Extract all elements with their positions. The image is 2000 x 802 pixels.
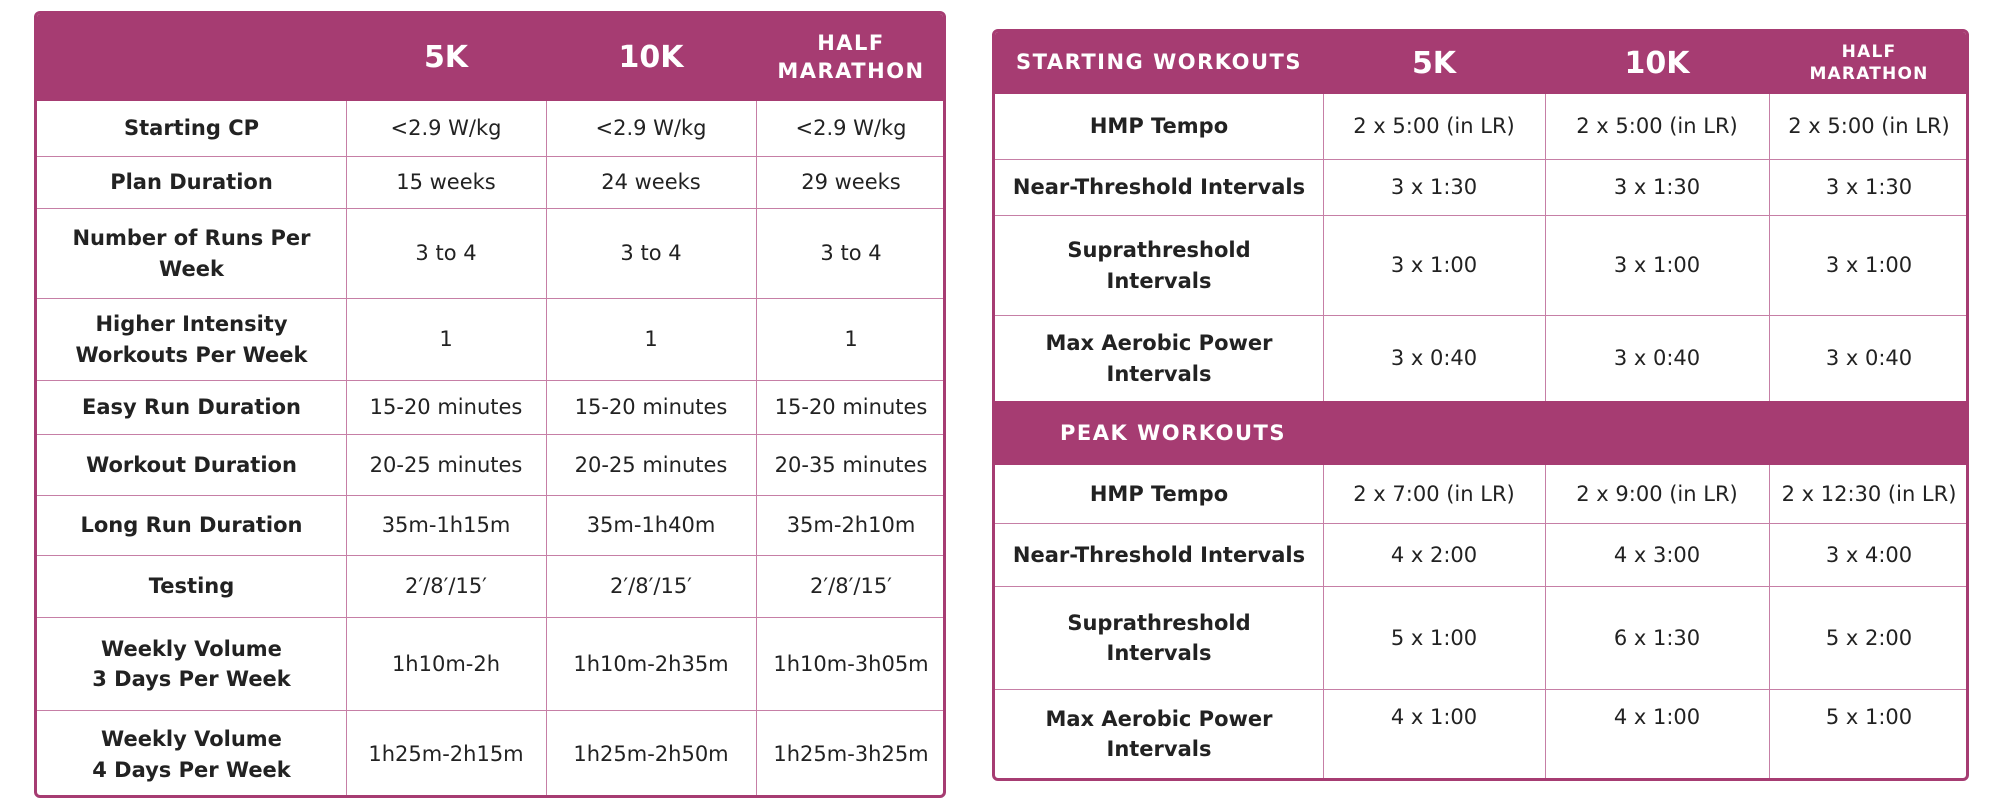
- row-label-line1: Max Aerobic Power: [1045, 331, 1273, 356]
- cell-half-marathon: 3 x 1:00: [1825, 253, 1913, 278]
- row-label: [995, 690, 1323, 778]
- table-row: [995, 160, 1966, 216]
- cell-5k: 1h10m-2h: [391, 651, 501, 676]
- row-label-line1: HMP Tempo: [1089, 481, 1229, 506]
- table-row: [995, 524, 1966, 587]
- table-row: [37, 496, 943, 556]
- table-row: [995, 94, 1966, 160]
- cell-5k: <2.9 W/kg: [390, 116, 502, 141]
- header-col-5k: 5K: [423, 40, 469, 75]
- cell-half-marathon: 2 x 5:00 (in LR): [1788, 114, 1950, 139]
- cell-half-marathon: 2 x 12:30 (in LR): [1781, 481, 1957, 506]
- table-row: [37, 209, 943, 299]
- left-table: [34, 11, 946, 798]
- row-label-line2: Intervals: [1106, 268, 1212, 293]
- cell-10k: 3 x 1:00: [1613, 253, 1701, 278]
- cell-10k: 2′/8′/15′: [610, 574, 692, 599]
- row-label: [37, 556, 346, 617]
- table-row: [37, 711, 943, 798]
- cell-10k: <2.9 W/kg: [595, 116, 707, 141]
- row-label-line2: Week: [159, 256, 224, 281]
- cell-5k: 3 x 0:40: [1390, 346, 1478, 371]
- row-label: [37, 381, 346, 434]
- table-row: [995, 465, 1966, 524]
- header-half-line1: HALF: [817, 31, 885, 56]
- cell-5k: 1: [439, 327, 453, 352]
- row-label: [37, 299, 346, 380]
- table-row: [995, 690, 1966, 778]
- cell-half-marathon: 29 weeks: [801, 170, 901, 195]
- cell-10k: 35m-1h40m: [586, 513, 716, 538]
- cell-5k: 3 x 1:30: [1390, 175, 1478, 200]
- row-label: [37, 101, 346, 156]
- header-col-half-marathon: [1769, 32, 1969, 94]
- table-row: [995, 216, 1966, 316]
- header-starting-workouts: STARTING WORKOUTS: [1016, 50, 1302, 75]
- cell-10k: 2 x 9:00 (in LR): [1576, 481, 1738, 506]
- row-label-line1: Near-Threshold Intervals: [1012, 542, 1306, 567]
- cell-10k: 1: [644, 327, 658, 352]
- table-row: [37, 435, 943, 496]
- cell-half-marathon: 5 x 2:00: [1825, 625, 1913, 650]
- row-label-line1: Near-Threshold Intervals: [1012, 175, 1306, 200]
- table-row: [995, 587, 1966, 690]
- cell-10k: 3 x 0:40: [1613, 346, 1701, 371]
- row-label-line1: Higher Intensity: [95, 312, 288, 337]
- cell-half-marathon: 1h10m-3h05m: [773, 651, 929, 676]
- row-label-line1: Suprathreshold: [1067, 610, 1251, 635]
- cell-10k: 15-20 minutes: [574, 395, 728, 420]
- header-half-line2: MARATHON: [777, 58, 925, 83]
- cell-10k: 3 x 1:30: [1613, 175, 1701, 200]
- cell-half-marathon: 3 x 1:30: [1825, 175, 1913, 200]
- cell-half-marathon: <2.9 W/kg: [795, 116, 907, 141]
- header-col-10k: 10K: [618, 40, 684, 75]
- cell-half-marathon: 5 x 1:00: [1825, 705, 1913, 729]
- row-label-line1: Long Run Duration: [80, 513, 303, 538]
- header-half-line2: MARATHON: [1809, 64, 1929, 84]
- header-col-5k: 5K: [1411, 45, 1457, 81]
- table-row: [37, 618, 943, 711]
- row-label-line1: Suprathreshold: [1067, 238, 1251, 263]
- header-col-half-marathon: [756, 14, 946, 101]
- row-label-line1: Number of Runs Per: [72, 226, 311, 251]
- cell-half-marathon: 20-35 minutes: [774, 452, 928, 477]
- row-label-line1: Starting CP: [123, 116, 260, 141]
- cell-half-marathon: 3 x 4:00: [1825, 542, 1913, 567]
- row-label-line1: Plan Duration: [110, 170, 273, 195]
- row-label: [995, 524, 1323, 586]
- row-label: [37, 157, 346, 208]
- table-row: [37, 101, 943, 157]
- cell-5k: 2 x 5:00 (in LR): [1353, 114, 1515, 139]
- cell-10k: 1h25m-2h50m: [573, 742, 729, 767]
- cell-5k: 3 x 1:00: [1390, 253, 1478, 278]
- row-label-line1: HMP Tempo: [1089, 114, 1229, 139]
- row-label-line1: Weekly Volume: [101, 636, 282, 661]
- table-row: [37, 381, 943, 435]
- row-label: [995, 94, 1323, 159]
- row-label: [37, 711, 346, 798]
- row-label-line1: Easy Run Duration: [82, 395, 301, 420]
- header-col-10k: 10K: [1624, 45, 1690, 81]
- cell-5k: 15 weeks: [396, 170, 496, 195]
- cell-5k: 35m-1h15m: [381, 513, 511, 538]
- table-row: [37, 299, 943, 381]
- row-label: [995, 465, 1323, 523]
- cell-10k: 4 x 3:00: [1613, 542, 1701, 567]
- row-label-line2: Intervals: [1106, 737, 1212, 761]
- cell-10k: 4 x 1:00: [1613, 705, 1701, 729]
- table-row: [37, 556, 943, 618]
- cell-5k: 4 x 2:00: [1390, 542, 1478, 567]
- cell-5k: 20-25 minutes: [369, 452, 523, 477]
- row-label: [37, 618, 346, 710]
- cell-10k: 20-25 minutes: [574, 452, 728, 477]
- cell-10k: 1h10m-2h35m: [573, 651, 729, 676]
- row-label-line1: Workout Duration: [86, 452, 297, 477]
- cell-half-marathon: 1h25m-3h25m: [773, 742, 929, 767]
- cell-5k: 3 to 4: [415, 241, 477, 266]
- cell-half-marathon: 15-20 minutes: [774, 395, 928, 420]
- header-half-line1: HALF: [1841, 41, 1897, 62]
- row-label-line1: Testing: [148, 574, 235, 599]
- right-table-header: [995, 32, 1966, 94]
- cell-5k: 1h25m-2h15m: [368, 742, 524, 767]
- row-label-line1: Weekly Volume: [101, 727, 282, 752]
- cell-5k: 2′/8′/15′: [405, 574, 487, 599]
- row-label-line2: Workouts Per Week: [75, 342, 308, 367]
- table-row: [37, 157, 943, 209]
- cell-5k: 15-20 minutes: [369, 395, 523, 420]
- cell-10k: 3 to 4: [620, 241, 682, 266]
- right-table: [992, 29, 1969, 781]
- row-label-line2: 3 Days Per Week: [92, 667, 291, 691]
- cell-10k: 24 weeks: [601, 170, 701, 195]
- cell-5k: 2 x 7:00 (in LR): [1353, 481, 1515, 506]
- cell-10k: 2 x 5:00 (in LR): [1576, 114, 1738, 139]
- cell-5k: 5 x 1:00: [1390, 625, 1478, 650]
- cell-half-marathon: 1: [844, 327, 858, 352]
- row-label: [37, 209, 346, 298]
- row-label: [37, 496, 346, 555]
- row-label: [995, 160, 1323, 215]
- header-col-label: [37, 14, 346, 101]
- cell-half-marathon: 3 x 0:40: [1825, 346, 1913, 371]
- table-row: [995, 316, 1966, 401]
- row-label: [995, 587, 1323, 689]
- cell-5k: 4 x 1:00: [1390, 705, 1478, 729]
- cell-half-marathon: 2′/8′/15′: [810, 574, 892, 599]
- row-label: [37, 435, 346, 495]
- cell-10k: 6 x 1:30: [1613, 625, 1701, 650]
- row-label: [995, 216, 1323, 315]
- cell-half-marathon: 35m-2h10m: [786, 513, 916, 538]
- cell-half-marathon: 3 to 4: [820, 241, 882, 266]
- row-label-line2: Intervals: [1106, 641, 1212, 665]
- row-label-line2: 4 Days Per Week: [92, 757, 291, 782]
- row-label: [995, 316, 1323, 401]
- row-label-line2: Intervals: [1106, 361, 1212, 386]
- peak-workouts-band: PEAK WORKOUTS: [995, 401, 1966, 465]
- left-table-header: [37, 14, 943, 101]
- row-label-line1: Max Aerobic Power: [1045, 706, 1273, 731]
